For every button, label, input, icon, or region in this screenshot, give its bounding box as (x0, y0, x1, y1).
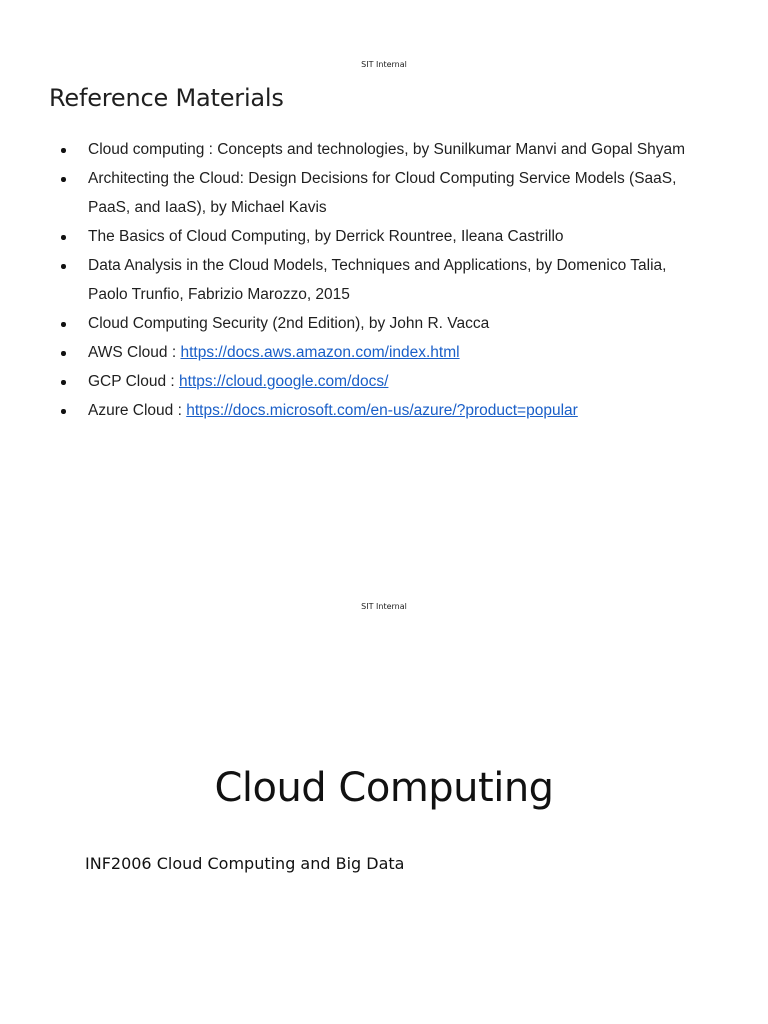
azure-docs-link[interactable]: https://docs.microsoft.com/en-us/azure/?product=popular (186, 402, 578, 419)
slide-cloud-computing-cover (0, 543, 768, 1024)
reference-text: Azure Cloud : (88, 402, 187, 419)
bullet-icon (61, 322, 66, 327)
bullet-icon (61, 235, 66, 240)
bullet-icon (61, 409, 66, 414)
list-item (0, 222, 768, 251)
reference-text: AWS Cloud : (88, 344, 181, 361)
bullet-icon (61, 177, 66, 182)
reference-text: Cloud computing : Concepts and technologies, by Sunilkumar Manvi and Gopal Shyam (88, 141, 686, 158)
bullet-icon (61, 264, 66, 269)
classification-label: SIT Internal (361, 602, 407, 611)
reference-text: Architecting the Cloud: Design Decisions for Cloud Computing Service Models (SaaS, PaaS, and IaaS), by Michael Kavis (88, 170, 677, 216)
reference-text: Data Analysis in the Cloud Models, Techniques and Applications, by Domenico Talia, Paolo Trunfio, Fabrizio Marozzo, 2015 (88, 257, 667, 303)
reference-text: Cloud Computing Security (2nd Edition), by John R. Vacca (88, 315, 490, 332)
cover-subtitle: INF2006 Cloud Computing and Big Data (85, 854, 405, 873)
list-item (0, 135, 768, 164)
reference-list (0, 135, 768, 425)
gcp-docs-link[interactable]: https://cloud.google.com/docs/ (179, 373, 389, 390)
bullet-icon (61, 148, 66, 153)
classification-label: SIT Internal (361, 60, 407, 69)
reference-text: GCP Cloud : (88, 373, 180, 390)
list-item-aws (0, 338, 768, 367)
aws-docs-link[interactable]: https://docs.aws.amazon.com/index.html (180, 344, 460, 361)
reference-text: The Basics of Cloud Computing, by Derrick Rountree, Ileana Castrillo (88, 228, 564, 245)
list-item (0, 251, 768, 309)
list-item (0, 164, 768, 222)
cover-title: Cloud Computing (214, 765, 554, 811)
slide-title: Reference Materials (49, 84, 284, 112)
list-item-azure (0, 396, 768, 425)
list-item-gcp (0, 367, 768, 396)
bullet-icon (61, 351, 66, 356)
bullet-icon (61, 380, 66, 385)
list-item (0, 309, 768, 338)
